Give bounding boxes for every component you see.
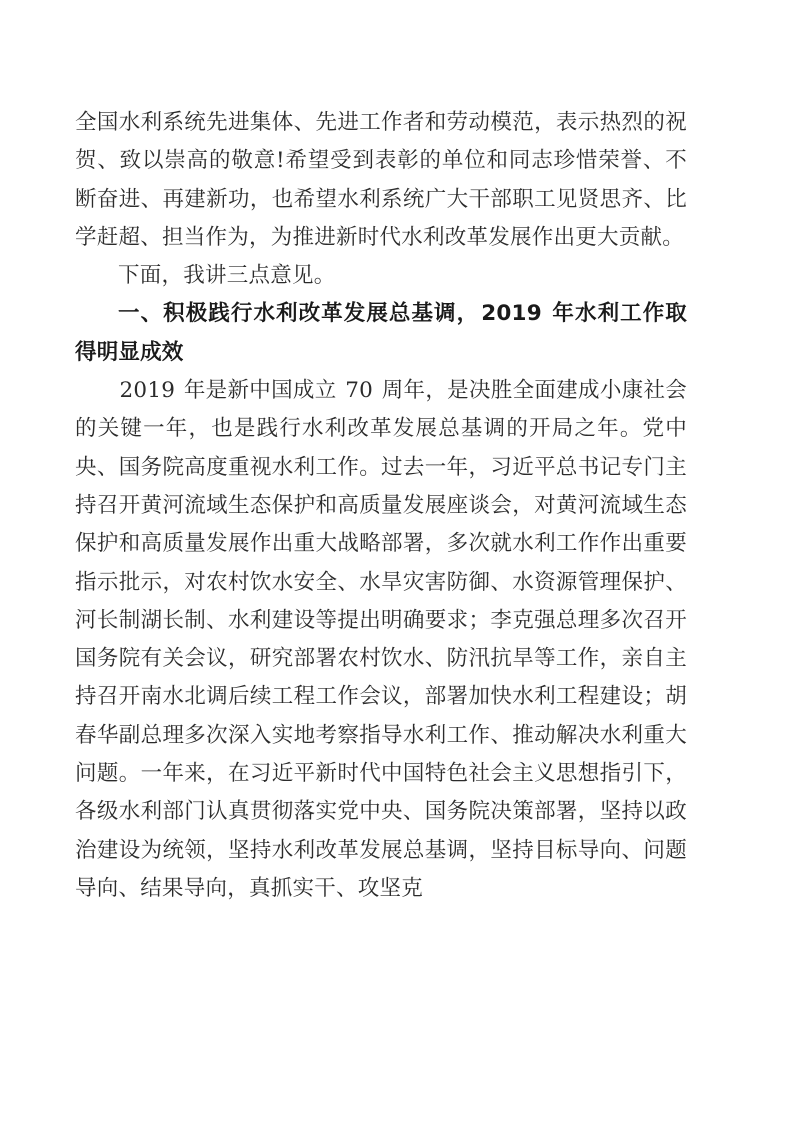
paragraph-opening-congratulations: 全国水利系统先进集体、先进工作者和劳动模范，表示热烈的祝贺、致以崇高的敬意!希望受到表彰的单位和同志珍惜荣誉、不断奋进、再建新功，也希望水利系统广大干部职工见贤思齐、比学赶超、担当作为，为推进新时代水利改革发展作出更大贡献。 <box>75 110 687 250</box>
document-body <box>75 104 687 908</box>
paragraph-three-points-intro: 下面，我讲三点意见。 <box>118 263 336 289</box>
section-heading-one: 一、积极践行水利改革发展总基调，2019 年水利工作取得明显成效 <box>75 301 687 365</box>
paragraph-2019-achievements: 2019 年是新中国成立 70 周年，是决胜全面建成小康社会的关键一年，也是践行水利改革发展总基调的开局之年。党中央、国务院高度重视水利工作。过去一年，习近平总书记专门主持召开黄河流域生态保护和高质量发展座谈会，对黄河流域生态保护和高质量发展作出重大战略部署，多次就水利工作作出重要指示批示，对农村饮水安全、水旱灾害防御、水资源管理保护、河长制湖长制、水利建设等提出明确要求；李克强总理多次召开国务院有关会议，研究部署农村饮水、防汛抗旱等工作，亲自主持召开南水北调后续工程工作会议，部署加快水利工程建设；胡春华副总理多次深入实地考察指导水利工作、推动解决水利重大问题。一年来，在习近平新时代中国特色社会主义思想指引下，各级水利部门认真贯彻落实党中央、国务院决策部署，坚持以政治建设为统领，坚持水利改革发展总基调，坚持目标导向、问题导向、结果导向，真抓实干、攻坚克 <box>75 378 688 901</box>
